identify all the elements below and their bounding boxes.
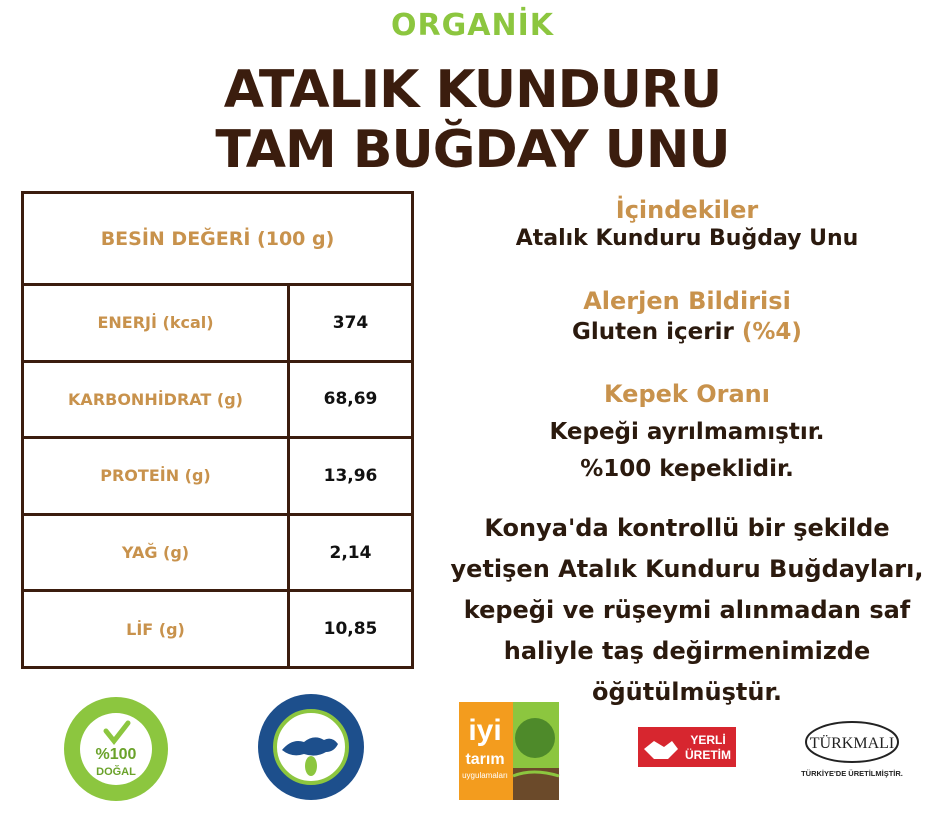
- nutrition-row: [23, 285, 413, 362]
- nutrition-row: [23, 591, 413, 668]
- nutrition-row: [23, 361, 413, 438]
- bran-heading: Kepek Oranı: [604, 380, 770, 408]
- ingredients-text: Atalık Kunduru Buğday Unu: [515, 226, 859, 251]
- nutrient-name: PROTEİN (g): [23, 438, 289, 515]
- iyi-tarim-l2: tarım: [465, 751, 505, 768]
- turkmali-caption: TÜRKİYE'DE ÜRETİLMİŞTİR.: [801, 769, 903, 778]
- yerli-l1: YERLİ: [690, 733, 726, 747]
- organic-seal: [256, 692, 366, 802]
- allergen-heading: Alerjen Bildirisi: [583, 287, 791, 315]
- nutrition-row: [23, 514, 413, 591]
- organic-label: ORGANİK: [391, 8, 554, 43]
- natural-badge-percent: %100: [95, 746, 137, 763]
- nutrient-value: 68,69: [289, 361, 413, 438]
- nutrition-table: [21, 191, 414, 669]
- description-line: yetişen Atalık Kunduru Buğdayları,: [450, 555, 924, 583]
- bran-line1: Kepeği ayrılmamıştır.: [549, 419, 825, 445]
- nutrition-heading: BESİN DEĞERİ (100 g): [23, 193, 413, 285]
- yerli-l2: ÜRETİM: [685, 748, 731, 762]
- nutrient-name: LİF (g): [23, 591, 289, 668]
- product-title-line1: ATALIK KUNDURU: [223, 60, 722, 120]
- ingredients-section: [437, 196, 937, 251]
- yerli-uretim-badge: [638, 727, 736, 767]
- turkmali-badge: [800, 718, 910, 788]
- iyi-tarim-l1: iyi: [468, 714, 502, 747]
- description-line: haliyle taş değirmenimizde: [503, 637, 871, 665]
- nutrient-name: ENERJİ (kcal): [23, 285, 289, 362]
- nutrient-value: 2,14: [289, 514, 413, 591]
- iyi-tarim-l3: uygulamaları: [462, 771, 508, 780]
- allergen-text: Gluten içerir: [572, 319, 734, 345]
- iyi-tarim-badge: [455, 698, 563, 804]
- allergen-section: [437, 287, 937, 345]
- description-line: öğütülmüştür.: [591, 678, 782, 706]
- natural-badge-sub: DOĞAL: [96, 766, 136, 778]
- bran-line2: %100 kepeklidir.: [580, 456, 794, 482]
- natural-badge: [62, 695, 170, 803]
- nutrient-value: 13,96: [289, 438, 413, 515]
- nutrient-name: YAĞ (g): [23, 514, 289, 591]
- ingredients-heading: İçindekiler: [615, 196, 759, 224]
- nutrient-value: 374: [289, 285, 413, 362]
- nutrient-value: 10,85: [289, 591, 413, 668]
- description-line: Konya'da kontrollü bir şekilde: [484, 514, 890, 542]
- turkmali-logo: TÜRKMALI: [809, 735, 895, 752]
- bran-section: [437, 380, 937, 488]
- description-line: kepeği ve rüşeymi alınmadan saf: [463, 596, 911, 624]
- nutrition-row: [23, 438, 413, 515]
- description: [437, 508, 937, 713]
- allergen-percent: (%4): [741, 319, 802, 345]
- allergen-text-line: [437, 319, 937, 345]
- product-title-line2: TAM BUĞDAY UNU: [215, 120, 730, 180]
- nutrient-name: KARBONHİDRAT (g): [23, 361, 289, 438]
